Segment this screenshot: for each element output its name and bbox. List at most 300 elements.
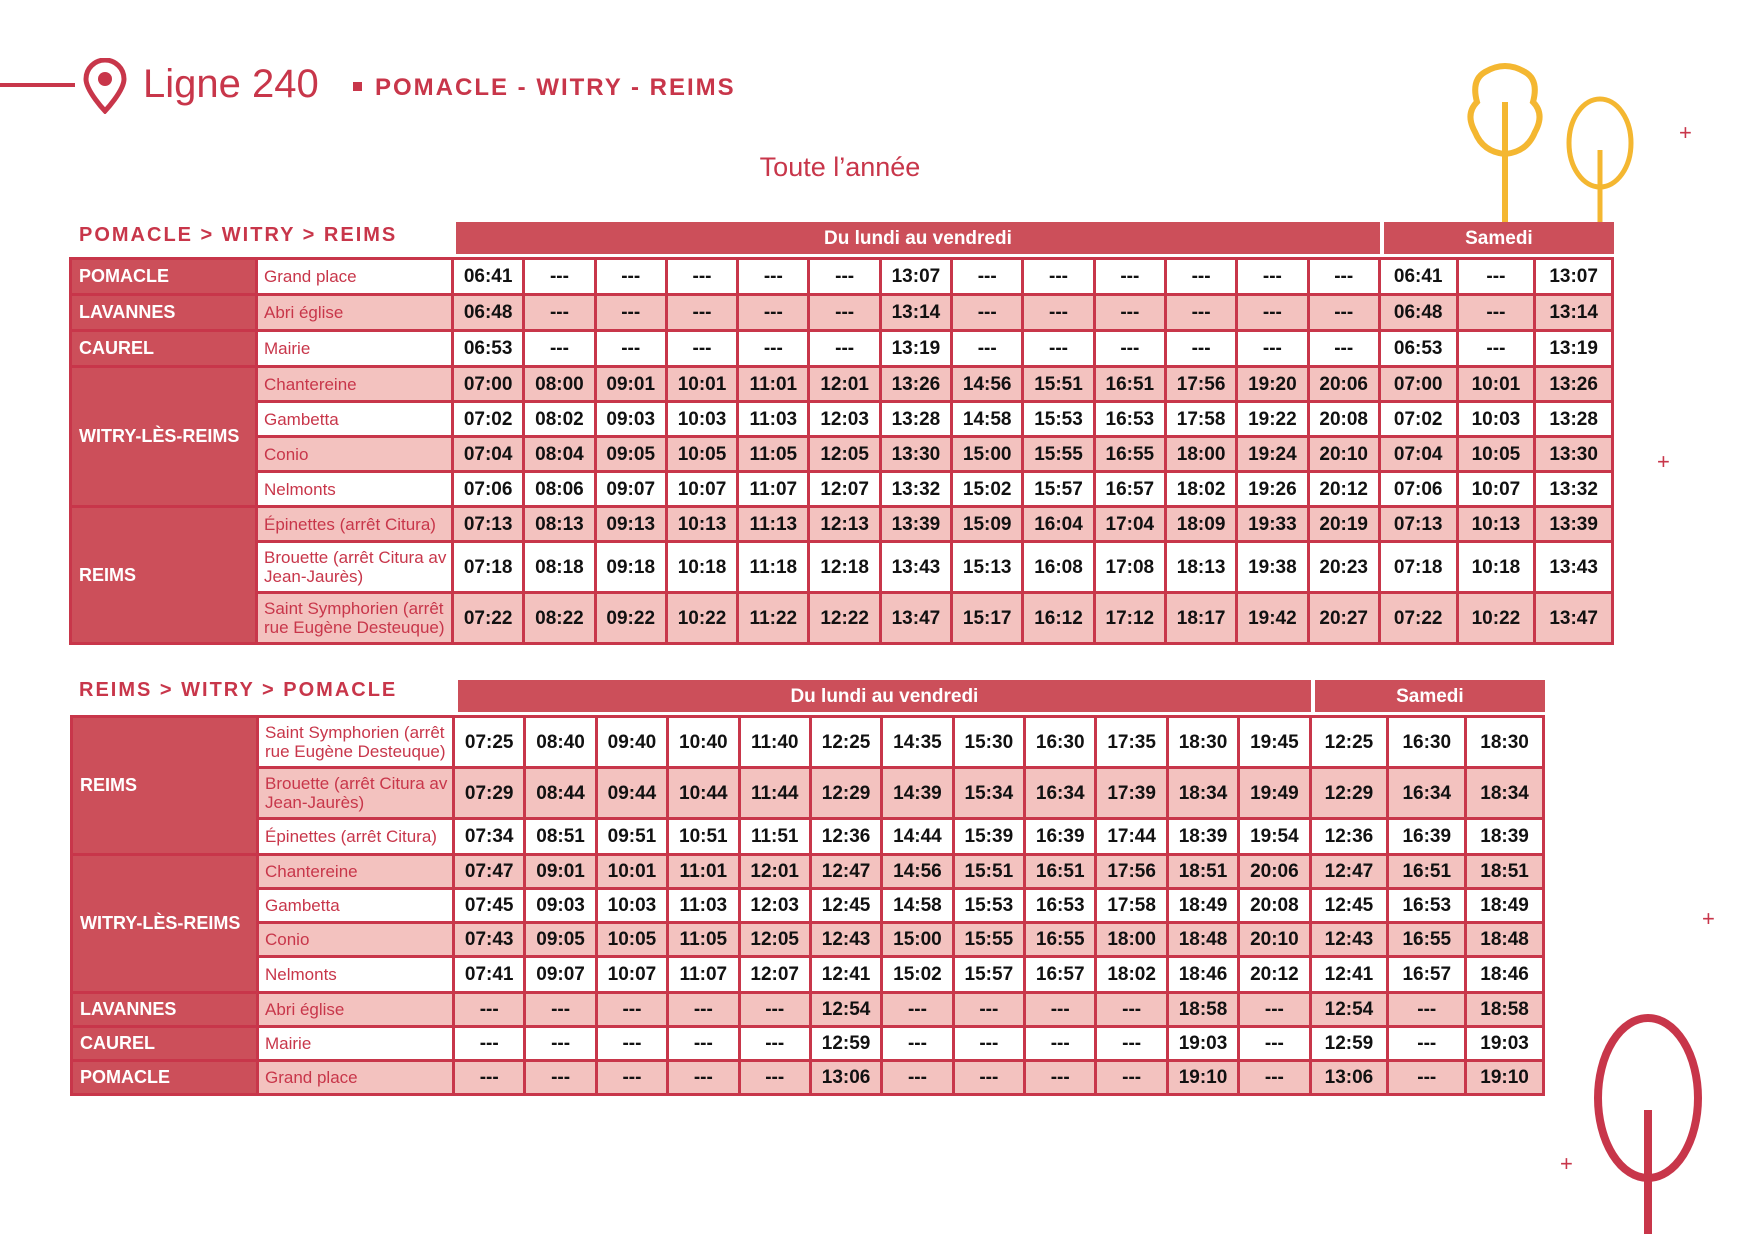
weekday-time-cell: ---: [597, 296, 665, 329]
weekday-time-cell: 13:07: [882, 260, 950, 293]
weekday-time-cell: 20:27: [1310, 594, 1378, 642]
weekday-time-cell: ---: [1096, 296, 1164, 329]
weekday-time-cell: ---: [953, 332, 1021, 365]
saturday-time-cell: 12:29: [1312, 769, 1387, 817]
weekday-time-cell: 12:13: [810, 508, 878, 540]
stop-name: Chantereine: [259, 856, 452, 887]
location-pin-icon: [82, 58, 128, 114]
weekday-time-cell: ---: [953, 260, 1021, 293]
saturday-time-cell: 13:14: [1536, 296, 1611, 329]
weekday-time-cell: ---: [955, 1028, 1023, 1059]
weekday-time-cell: 15:34: [955, 769, 1023, 817]
weekday-time-cell: 06:53: [454, 332, 522, 365]
weekday-time-cell: 20:08: [1240, 890, 1308, 921]
commune-label: POMACLE: [72, 260, 255, 293]
weekday-time-cell: 18:39: [1169, 820, 1237, 853]
timetable-outbound: [456, 222, 1614, 254]
weekday-time-cell: 16:55: [1096, 438, 1164, 470]
weekday-time-cell: 10:44: [669, 769, 737, 817]
weekday-time-cell: 19:03: [1169, 1028, 1237, 1059]
saturday-time-cell: ---: [1389, 1028, 1464, 1059]
weekday-time-cell: 12:05: [810, 438, 878, 470]
weekday-time-cell: 12:29: [812, 769, 880, 817]
weekday-time-cell: 18:51: [1169, 856, 1237, 887]
weekday-time-cell: 08:00: [525, 368, 593, 400]
weekday-time-cell: 09:05: [526, 924, 594, 955]
weekday-time-cell: 10:22: [668, 594, 736, 642]
saturday-time-cell: 16:55: [1389, 924, 1464, 955]
weekday-time-cell: ---: [1167, 296, 1235, 329]
weekday-time-cell: 18:02: [1167, 473, 1235, 505]
weekday-time-cell: 16:12: [1024, 594, 1092, 642]
weekday-time-cell: 09:40: [598, 718, 666, 766]
weekday-time-cell: 07:18: [454, 543, 522, 591]
saturday-time-cell: 13:28: [1536, 403, 1611, 435]
weekday-time-cell: 09:07: [526, 958, 594, 991]
stop-name: Mairie: [259, 1028, 452, 1059]
saturday-time-cell: 12:41: [1312, 958, 1387, 991]
weekday-time-cell: 11:40: [741, 718, 809, 766]
weekday-time-cell: 11:18: [739, 543, 807, 591]
saturday-time-cell: 12:45: [1312, 890, 1387, 921]
tree-icon: [1455, 62, 1555, 232]
weekday-time-cell: 10:07: [668, 473, 736, 505]
saturday-time-cell: ---: [1459, 296, 1534, 329]
saturday-time-cell: 13:30: [1536, 438, 1611, 470]
weekday-time-cell: 19:24: [1238, 438, 1306, 470]
weekday-time-cell: ---: [669, 1028, 737, 1059]
plus-icon: +: [1679, 120, 1692, 145]
saturday-time-cell: ---: [1389, 994, 1464, 1025]
weekday-time-cell: 17:39: [1097, 769, 1165, 817]
saturday-time-cell: ---: [1389, 1062, 1464, 1093]
weekday-time-cell: 15:53: [955, 890, 1023, 921]
title-separator: [353, 82, 362, 91]
weekday-time-cell: 19:38: [1238, 543, 1306, 591]
weekday-time-cell: ---: [1167, 332, 1235, 365]
saturday-time-cell: 13:43: [1536, 543, 1611, 591]
weekday-time-cell: 15:02: [883, 958, 951, 991]
weekday-time-cell: ---: [1238, 260, 1306, 293]
stop-name: Mairie: [258, 332, 451, 365]
weekday-time-cell: 15:51: [1024, 368, 1092, 400]
weekday-time-cell: 17:35: [1097, 718, 1165, 766]
weekday-time-cell: ---: [1097, 1062, 1165, 1093]
weekday-time-cell: 10:05: [598, 924, 666, 955]
weekday-time-cell: 07:02: [454, 403, 522, 435]
weekday-time-cell: ---: [669, 1062, 737, 1093]
plus-icon: +: [1702, 906, 1715, 931]
saturday-time-cell: 13:07: [1536, 260, 1611, 293]
weekday-time-cell: 07:06: [454, 473, 522, 505]
weekday-time-cell: 17:12: [1096, 594, 1164, 642]
weekday-time-cell: 09:51: [598, 820, 666, 853]
weekday-time-cell: 10:13: [668, 508, 736, 540]
weekday-time-cell: ---: [810, 296, 878, 329]
weekday-time-cell: 19:26: [1238, 473, 1306, 505]
weekday-time-cell: 20:12: [1240, 958, 1308, 991]
weekday-time-cell: 10:01: [598, 856, 666, 887]
weekday-time-cell: 09:07: [597, 473, 665, 505]
weekday-time-cell: ---: [810, 260, 878, 293]
weekday-time-cell: 13:30: [882, 438, 950, 470]
weekday-time-cell: 07:45: [455, 890, 523, 921]
weekday-time-cell: 20:12: [1310, 473, 1378, 505]
stop-name: Conio: [259, 924, 452, 955]
header-rule: [0, 83, 75, 87]
weekday-time-cell: 18:02: [1097, 958, 1165, 991]
timetable-inbound-body: [70, 715, 1545, 1096]
saturday-time-cell: 19:03: [1467, 1028, 1542, 1059]
saturday-time-cell: 06:41: [1381, 260, 1456, 293]
weekday-time-cell: 14:58: [953, 403, 1021, 435]
saturday-time-cell: 12:54: [1312, 994, 1387, 1025]
weekday-header: Du lundi au vendredi: [456, 222, 1380, 254]
weekday-time-cell: ---: [1167, 260, 1235, 293]
period-title: Toute l’année: [759, 152, 921, 182]
weekday-time-cell: ---: [953, 296, 1021, 329]
weekday-time-cell: 15:57: [955, 958, 1023, 991]
weekday-time-cell: 10:18: [668, 543, 736, 591]
weekday-time-cell: 12:59: [812, 1028, 880, 1059]
weekday-time-cell: 19:33: [1238, 508, 1306, 540]
timetable-outbound-body: [69, 257, 1614, 645]
weekday-time-cell: 10:01: [668, 368, 736, 400]
weekday-time-cell: ---: [526, 1028, 594, 1059]
weekday-time-cell: 09:03: [597, 403, 665, 435]
weekday-time-cell: 18:13: [1167, 543, 1235, 591]
weekday-time-cell: ---: [1310, 260, 1378, 293]
saturday-time-cell: 12:43: [1312, 924, 1387, 955]
saturday-time-cell: 06:48: [1381, 296, 1456, 329]
weekday-time-cell: 13:43: [882, 543, 950, 591]
saturday-time-cell: 18:58: [1467, 994, 1542, 1025]
weekday-time-cell: 12:03: [741, 890, 809, 921]
weekday-time-cell: 08:22: [525, 594, 593, 642]
weekday-time-cell: 13:32: [882, 473, 950, 505]
weekday-time-cell: 13:47: [882, 594, 950, 642]
weekday-time-cell: 13:19: [882, 332, 950, 365]
weekday-time-cell: 09:18: [597, 543, 665, 591]
weekday-time-cell: 07:25: [455, 718, 523, 766]
stop-name: Brouette (arrêt Citura av Jean-Jaurès): [258, 543, 451, 591]
stop-name: Nelmonts: [259, 958, 452, 991]
weekday-time-cell: 14:56: [953, 368, 1021, 400]
weekday-time-cell: 08:44: [526, 769, 594, 817]
saturday-time-cell: 13:47: [1536, 594, 1611, 642]
weekday-time-cell: ---: [1097, 1028, 1165, 1059]
weekday-time-cell: 18:00: [1097, 924, 1165, 955]
weekday-time-cell: ---: [668, 332, 736, 365]
weekday-time-cell: ---: [1026, 1028, 1094, 1059]
weekday-time-cell: 16:51: [1096, 368, 1164, 400]
weekday-time-cell: ---: [1024, 296, 1092, 329]
weekday-time-cell: ---: [668, 260, 736, 293]
weekday-time-cell: 17:56: [1167, 368, 1235, 400]
stop-name: Gambetta: [259, 890, 452, 921]
weekday-time-cell: 16:39: [1026, 820, 1094, 853]
weekday-time-cell: 12:18: [810, 543, 878, 591]
saturday-time-cell: 10:18: [1459, 543, 1534, 591]
saturday-time-cell: 18:46: [1467, 958, 1542, 991]
weekday-time-cell: 19:10: [1169, 1062, 1237, 1093]
weekday-time-cell: 12:05: [741, 924, 809, 955]
weekday-time-cell: 18:30: [1169, 718, 1237, 766]
saturday-time-cell: 10:01: [1459, 368, 1534, 400]
weekday-time-cell: 11:05: [739, 438, 807, 470]
weekday-time-cell: ---: [739, 332, 807, 365]
weekday-time-cell: 07:13: [454, 508, 522, 540]
stop-name: Saint Symphorien (arrêt rue Eugène Desteuque): [258, 594, 451, 642]
weekday-time-cell: 12:41: [812, 958, 880, 991]
route-title: POMACLE - WITRY - REIMS: [375, 74, 736, 101]
schedule-title-outbound: POMACLE > WITRY > REIMS: [79, 224, 398, 246]
weekday-time-cell: 07:47: [455, 856, 523, 887]
weekday-time-cell: 07:29: [455, 769, 523, 817]
weekday-time-cell: ---: [1026, 1062, 1094, 1093]
weekday-time-cell: 11:13: [739, 508, 807, 540]
weekday-time-cell: 11:01: [669, 856, 737, 887]
weekday-time-cell: 07:22: [454, 594, 522, 642]
weekday-time-cell: 18:17: [1167, 594, 1235, 642]
weekday-time-cell: 20:08: [1310, 403, 1378, 435]
weekday-time-cell: 11:22: [739, 594, 807, 642]
weekday-time-cell: 07:00: [454, 368, 522, 400]
weekday-time-cell: ---: [741, 1028, 809, 1059]
weekday-time-cell: 10:03: [668, 403, 736, 435]
weekday-time-cell: 15:02: [953, 473, 1021, 505]
stop-name: Brouette (arrêt Citura av Jean-Jaurès): [259, 769, 452, 817]
weekday-time-cell: ---: [597, 332, 665, 365]
weekday-time-cell: 09:44: [598, 769, 666, 817]
saturday-time-cell: 18:48: [1467, 924, 1542, 955]
weekday-time-cell: 15:51: [955, 856, 1023, 887]
weekday-time-cell: 18:34: [1169, 769, 1237, 817]
weekday-time-cell: 18:49: [1169, 890, 1237, 921]
weekday-time-cell: 16:53: [1096, 403, 1164, 435]
saturday-time-cell: 06:53: [1381, 332, 1456, 365]
commune-label: CAUREL: [73, 1028, 256, 1059]
weekday-time-cell: 19:22: [1238, 403, 1306, 435]
weekday-header: Du lundi au vendredi: [458, 680, 1311, 712]
stop-name: Abri église: [258, 296, 451, 329]
weekday-time-cell: 11:05: [669, 924, 737, 955]
weekday-time-cell: ---: [883, 1062, 951, 1093]
weekday-time-cell: ---: [883, 1028, 951, 1059]
stop-name: Épinettes (arrêt Citura): [259, 820, 452, 853]
weekday-time-cell: 14:58: [883, 890, 951, 921]
weekday-time-cell: ---: [597, 260, 665, 293]
weekday-time-cell: 12:22: [810, 594, 878, 642]
saturday-time-cell: 13:19: [1536, 332, 1611, 365]
weekday-time-cell: 12:47: [812, 856, 880, 887]
commune-label: LAVANNES: [73, 994, 256, 1025]
weekday-time-cell: 19:49: [1240, 769, 1308, 817]
weekday-time-cell: 11:03: [669, 890, 737, 921]
weekday-time-cell: 07:43: [455, 924, 523, 955]
weekday-time-cell: 10:03: [598, 890, 666, 921]
line-title: Ligne 240: [143, 62, 319, 106]
saturday-time-cell: 10:07: [1459, 473, 1534, 505]
saturday-time-cell: 18:49: [1467, 890, 1542, 921]
weekday-time-cell: 16:30: [1026, 718, 1094, 766]
weekday-time-cell: ---: [883, 994, 951, 1025]
weekday-time-cell: 09:22: [597, 594, 665, 642]
weekday-time-cell: ---: [1024, 332, 1092, 365]
weekday-time-cell: ---: [1310, 296, 1378, 329]
weekday-time-cell: 17:04: [1096, 508, 1164, 540]
commune-label: WITRY-LÈS-REIMS: [72, 368, 255, 505]
weekday-time-cell: 17:44: [1097, 820, 1165, 853]
weekday-time-cell: 11:07: [669, 958, 737, 991]
saturday-time-cell: 07:22: [1381, 594, 1456, 642]
weekday-time-cell: 08:13: [525, 508, 593, 540]
saturday-time-cell: 16:51: [1389, 856, 1464, 887]
weekday-time-cell: 10:05: [668, 438, 736, 470]
weekday-time-cell: 06:48: [454, 296, 522, 329]
weekday-time-cell: 20:10: [1310, 438, 1378, 470]
weekday-time-cell: 18:58: [1169, 994, 1237, 1025]
weekday-time-cell: 18:09: [1167, 508, 1235, 540]
weekday-time-cell: 19:42: [1238, 594, 1306, 642]
weekday-time-cell: 20:06: [1310, 368, 1378, 400]
stop-name: Chantereine: [258, 368, 451, 400]
saturday-time-cell: 16:34: [1389, 769, 1464, 817]
commune-label: POMACLE: [73, 1062, 256, 1093]
weekday-time-cell: ---: [526, 994, 594, 1025]
weekday-time-cell: ---: [955, 994, 1023, 1025]
saturday-time-cell: 12:59: [1312, 1028, 1387, 1059]
weekday-time-cell: 14:56: [883, 856, 951, 887]
weekday-time-cell: 12:45: [812, 890, 880, 921]
weekday-time-cell: ---: [739, 296, 807, 329]
weekday-time-cell: 16:34: [1026, 769, 1094, 817]
weekday-time-cell: 15:30: [955, 718, 1023, 766]
weekday-time-cell: 09:13: [597, 508, 665, 540]
weekday-time-cell: ---: [1240, 1062, 1308, 1093]
saturday-time-cell: 16:57: [1389, 958, 1464, 991]
stop-name: Nelmonts: [258, 473, 451, 505]
weekday-time-cell: ---: [739, 260, 807, 293]
weekday-time-cell: ---: [1096, 332, 1164, 365]
weekday-time-cell: 17:56: [1097, 856, 1165, 887]
weekday-time-cell: ---: [525, 260, 593, 293]
weekday-time-cell: 17:58: [1097, 890, 1165, 921]
weekday-time-cell: 13:39: [882, 508, 950, 540]
weekday-time-cell: 12:03: [810, 403, 878, 435]
weekday-time-cell: 13:26: [882, 368, 950, 400]
weekday-time-cell: 12:54: [812, 994, 880, 1025]
weekday-time-cell: 15:00: [953, 438, 1021, 470]
saturday-time-cell: 07:02: [1381, 403, 1456, 435]
weekday-time-cell: 16:53: [1026, 890, 1094, 921]
saturday-time-cell: 13:06: [1312, 1062, 1387, 1093]
saturday-time-cell: 19:10: [1467, 1062, 1542, 1093]
weekday-time-cell: 07:41: [455, 958, 523, 991]
weekday-time-cell: ---: [669, 994, 737, 1025]
weekday-time-cell: 08:18: [525, 543, 593, 591]
weekday-time-cell: 15:09: [953, 508, 1021, 540]
weekday-time-cell: ---: [1238, 332, 1306, 365]
saturday-time-cell: 07:13: [1381, 508, 1456, 540]
weekday-time-cell: 15:17: [953, 594, 1021, 642]
saturday-time-cell: 10:13: [1459, 508, 1534, 540]
weekday-time-cell: 08:06: [525, 473, 593, 505]
saturday-time-cell: 13:39: [1536, 508, 1611, 540]
weekday-time-cell: 18:00: [1167, 438, 1235, 470]
weekday-time-cell: 15:57: [1024, 473, 1092, 505]
weekday-time-cell: 11:07: [739, 473, 807, 505]
weekday-time-cell: ---: [455, 1028, 523, 1059]
weekday-time-cell: ---: [1096, 260, 1164, 293]
weekday-time-cell: 19:45: [1240, 718, 1308, 766]
weekday-time-cell: 12:01: [741, 856, 809, 887]
saturday-time-cell: 07:06: [1381, 473, 1456, 505]
weekday-time-cell: 18:46: [1169, 958, 1237, 991]
weekday-time-cell: 15:53: [1024, 403, 1092, 435]
weekday-time-cell: 08:04: [525, 438, 593, 470]
weekday-time-cell: 16:08: [1024, 543, 1092, 591]
commune-label: REIMS: [72, 508, 255, 642]
weekday-time-cell: 09:05: [597, 438, 665, 470]
weekday-time-cell: 14:39: [883, 769, 951, 817]
saturday-time-cell: 18:51: [1467, 856, 1542, 887]
weekday-time-cell: 20:06: [1240, 856, 1308, 887]
saturday-time-cell: 16:39: [1389, 820, 1464, 853]
saturday-time-cell: 18:39: [1467, 820, 1542, 853]
stop-name: Gambetta: [258, 403, 451, 435]
saturday-time-cell: 13:26: [1536, 368, 1611, 400]
weekday-time-cell: 16:57: [1096, 473, 1164, 505]
weekday-time-cell: 08:51: [526, 820, 594, 853]
saturday-time-cell: 13:32: [1536, 473, 1611, 505]
weekday-time-cell: 19:54: [1240, 820, 1308, 853]
weekday-time-cell: ---: [1097, 994, 1165, 1025]
weekday-time-cell: 12:07: [810, 473, 878, 505]
weekday-time-cell: 20:10: [1240, 924, 1308, 955]
stop-name: Abri église: [259, 994, 452, 1025]
saturday-time-cell: ---: [1459, 260, 1534, 293]
weekday-time-cell: 08:02: [525, 403, 593, 435]
tree-icon: [1560, 95, 1640, 235]
weekday-time-cell: 15:13: [953, 543, 1021, 591]
weekday-time-cell: 11:51: [741, 820, 809, 853]
saturday-time-cell: 10:22: [1459, 594, 1534, 642]
plus-icon: +: [1560, 1151, 1573, 1176]
weekday-time-cell: 15:55: [955, 924, 1023, 955]
weekday-time-cell: ---: [455, 994, 523, 1025]
weekday-time-cell: ---: [1240, 994, 1308, 1025]
weekday-time-cell: 16:57: [1026, 958, 1094, 991]
stop-name: Grand place: [259, 1062, 452, 1093]
schedule-title-inbound: REIMS > WITRY > POMACLE: [79, 679, 398, 701]
weekday-time-cell: 07:04: [454, 438, 522, 470]
saturday-time-cell: ---: [1459, 332, 1534, 365]
weekday-time-cell: ---: [1240, 1028, 1308, 1059]
weekday-time-cell: 15:39: [955, 820, 1023, 853]
weekday-time-cell: ---: [668, 296, 736, 329]
saturday-time-cell: 12:25: [1312, 718, 1387, 766]
weekday-time-cell: 13:06: [812, 1062, 880, 1093]
weekday-time-cell: 12:07: [741, 958, 809, 991]
weekday-time-cell: ---: [810, 332, 878, 365]
stop-name: Grand place: [258, 260, 451, 293]
weekday-time-cell: 14:35: [883, 718, 951, 766]
weekday-time-cell: 12:36: [812, 820, 880, 853]
weekday-time-cell: ---: [525, 296, 593, 329]
saturday-time-cell: 10:05: [1459, 438, 1534, 470]
weekday-time-cell: ---: [1024, 260, 1092, 293]
